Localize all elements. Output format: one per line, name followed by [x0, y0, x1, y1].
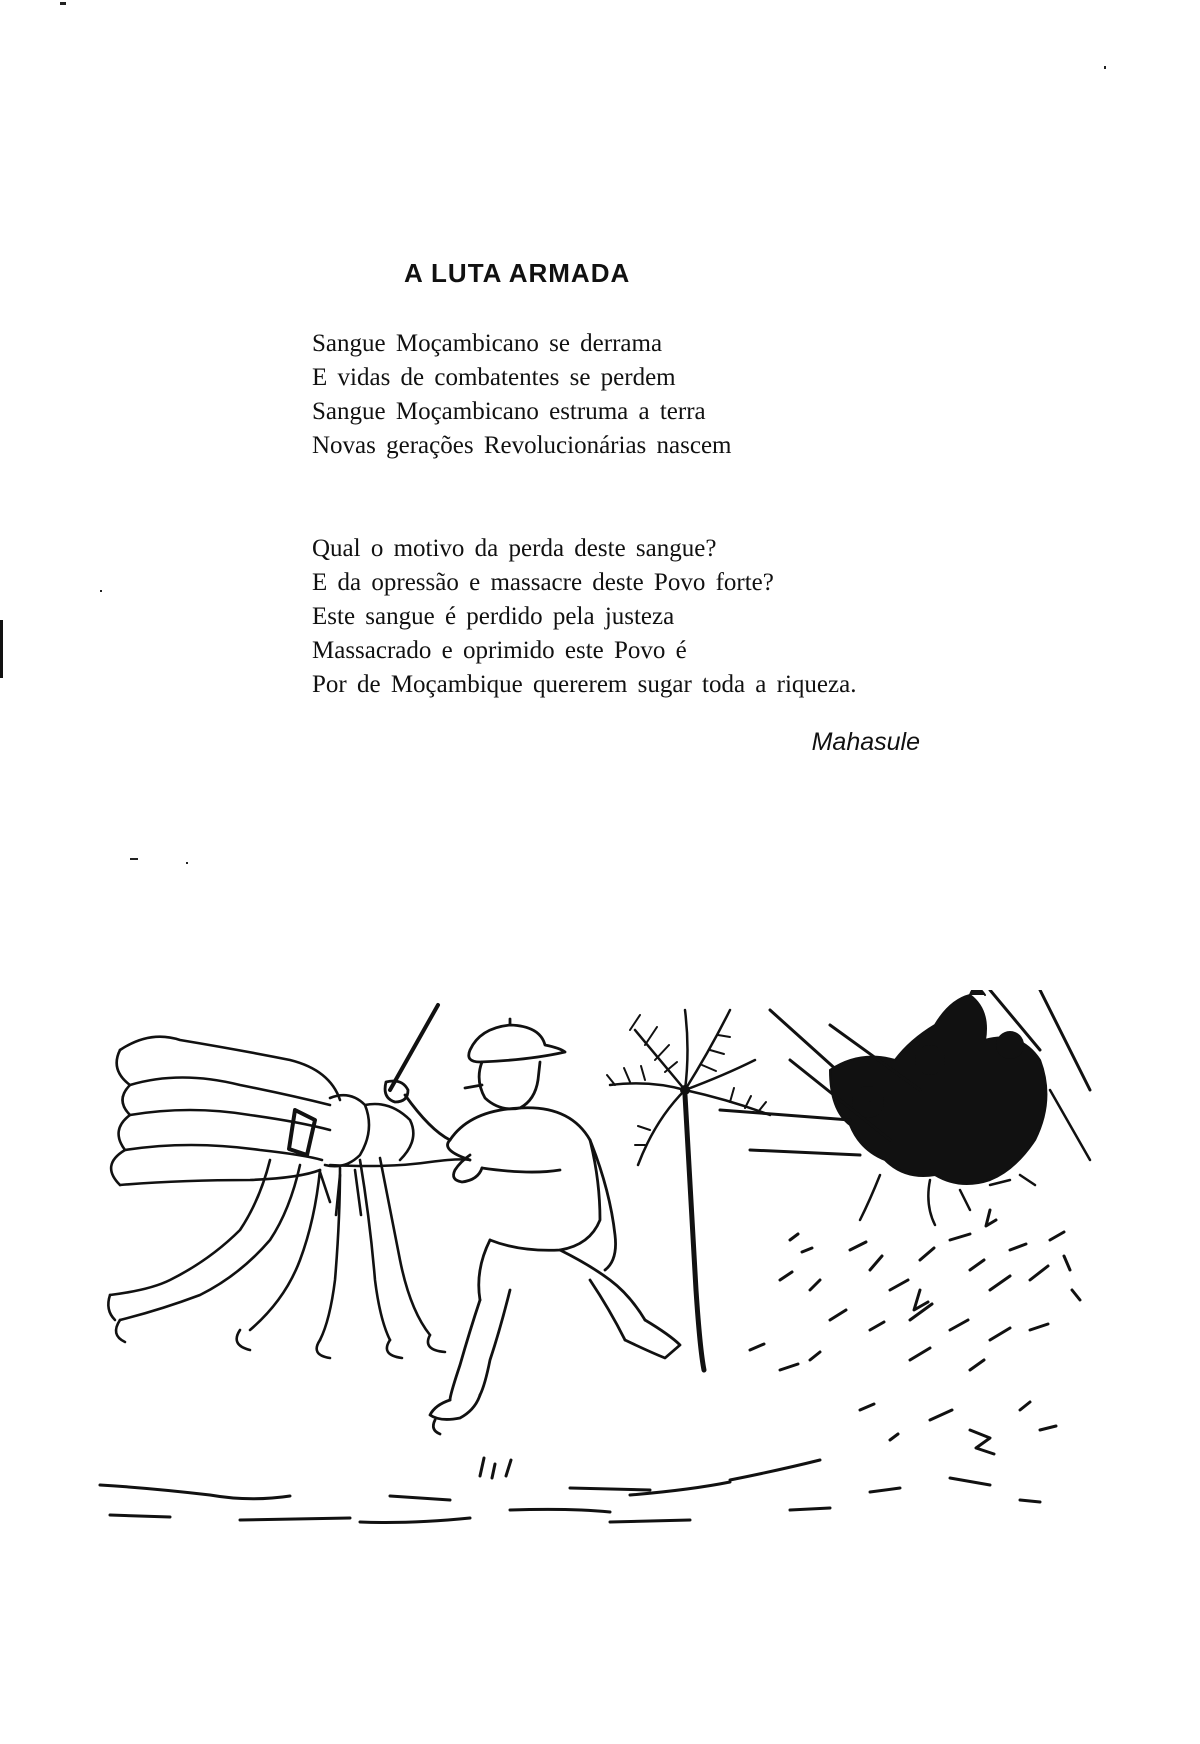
poem-stanza [312, 532, 856, 702]
poem-line: E da opressão e massacre deste Povo forte? [312, 569, 774, 596]
scan-speck [186, 862, 188, 864]
poem-line: Por de Moçambique quererem sugar toda a riqueza. [312, 671, 857, 698]
poem-line: Novas gerações Revolucionárias nascem [312, 432, 732, 459]
poem-line: Este sangue é perdido pela justeza [312, 603, 675, 630]
scan-speck [1104, 66, 1106, 69]
poem-line: E vidas de combatentes se perdem [312, 364, 676, 391]
colonial-officer [385, 1005, 680, 1434]
brush-marks [750, 1210, 1080, 1454]
poem-line: Sangue Moçambicano se derrama [312, 330, 663, 357]
poem-stanza [312, 327, 731, 463]
scan-speck [60, 2, 66, 5]
scan-speck [100, 590, 102, 592]
poem-line: Massacrado e oprimido este Povo é [312, 637, 687, 664]
poem-author: Mahasule [811, 728, 920, 756]
poem-line: Qual o motivo da perda deste sangue? [312, 535, 717, 562]
scan-margin-mark [0, 620, 3, 678]
poem-line: Sangue Moçambicano estruma a terra [312, 398, 706, 425]
guerrilla-fighters [720, 990, 1090, 1225]
ground-lines [100, 1458, 1040, 1523]
poem-title: A LUTA ARMADA [404, 258, 631, 288]
illustration [90, 990, 1140, 1550]
scan-speck [130, 858, 138, 860]
palm-tree [607, 1010, 770, 1370]
